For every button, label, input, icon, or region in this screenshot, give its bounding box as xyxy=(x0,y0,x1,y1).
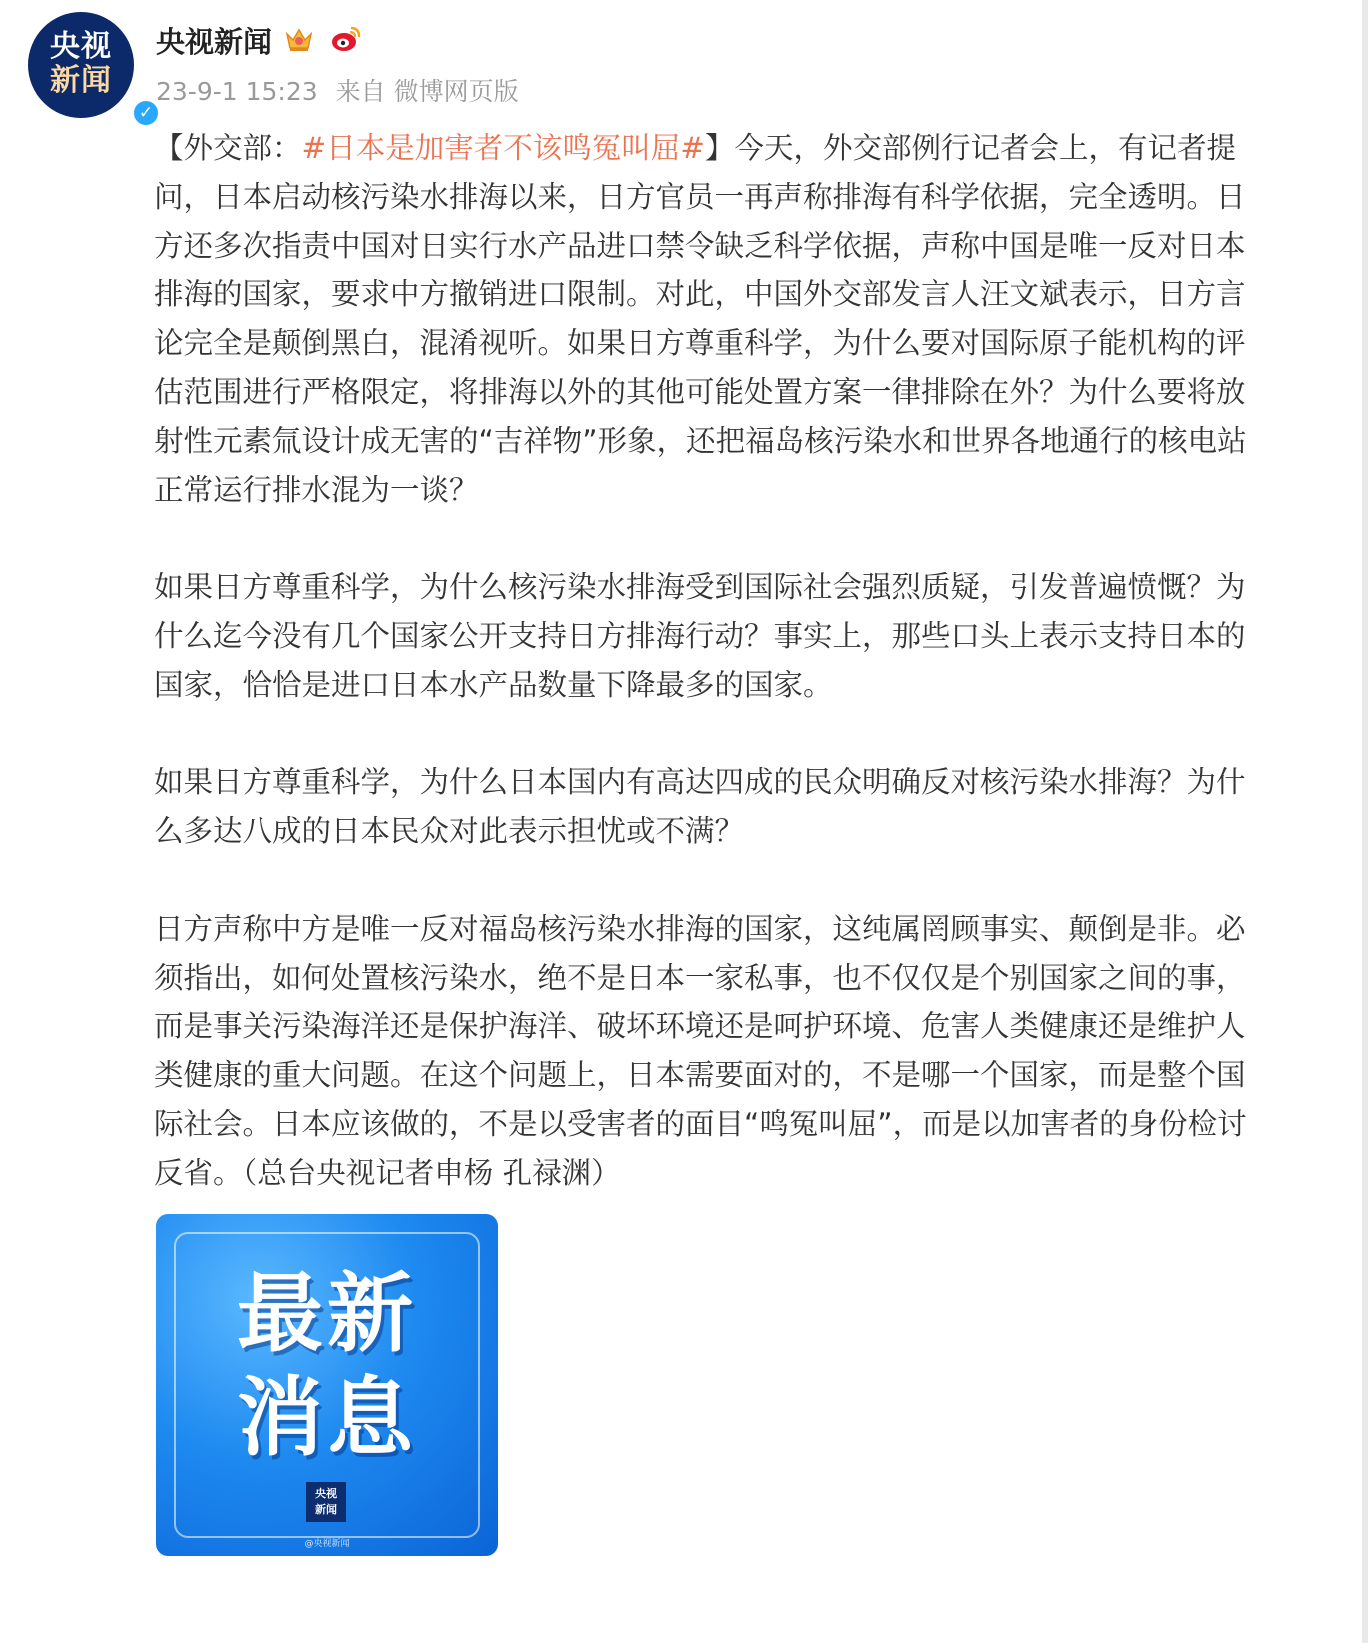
image-headline-line1: 最新 xyxy=(237,1264,417,1364)
post-timestamp[interactable]: 23-9-1 15:23 xyxy=(156,77,318,106)
avatar-text-line1: 央视 xyxy=(50,29,112,64)
post-body xyxy=(154,124,1258,1198)
post-meta xyxy=(156,72,519,108)
topic-link[interactable]: #日本是加害者不该鸣冤叫屈# xyxy=(301,131,705,165)
post-paragraph-1 xyxy=(154,124,1258,514)
image-logo-line2: 新闻 xyxy=(315,1503,337,1516)
image-watermark: @央视新闻 xyxy=(304,1539,350,1549)
source-prefix: 来自 xyxy=(335,77,386,106)
post-source[interactable]: 微博网页版 xyxy=(393,77,519,106)
post-p1-prefix: 【外交部： xyxy=(154,131,302,165)
post-image[interactable] xyxy=(156,1214,498,1556)
verified-icon: ✓ xyxy=(131,98,161,128)
image-logo-line1: 央视 xyxy=(315,1487,337,1500)
image-headline-line2: 消息 xyxy=(237,1368,417,1468)
avatar-text-line2: 新闻 xyxy=(50,63,112,98)
post-paragraph-4: 日方声称中方是唯一反对福岛核污染水排海的国家，这纯属罔顾事实、颠倒是非。必须指出，如何处置核污染水，绝不是日本一家私事，也不仅仅是个别国家之间的事，而是事关污染海洋还是保护海洋、破坏环境还是呵护环境、危害人类健康还是维护人类健康的重大问题。在这个问题上，日本需要面对的，不是哪一个国家，而是整个国际社会。日本应该做的，不是以受害者的面目“鸣冤叫屈”，而是以加害者的身份检讨反省。（总台央视记者申杨 孔禄渊） xyxy=(154,911,1247,1190)
author-name[interactable]: 央视新闻 xyxy=(156,25,273,59)
crown-icon[interactable] xyxy=(284,25,314,53)
avatar-logo xyxy=(28,12,134,118)
weibo-badge-icon[interactable] xyxy=(330,24,362,54)
image-logo xyxy=(306,1482,346,1522)
post-p1-rest: 】今天，外交部例行记者会上，有记者提问，日本启动核污染水排海以来，日方官员一再声称排海有科学依据，完全透明。日方还多次指责中国对日实行水产品进口禁令缺乏科学依据，声称中国是唯一反对日本排海的国家，要求中方撤销进口限制。对此，中国外交部发言人汪文斌表示，日方言论完全是颠倒黑白，混淆视听。如果日方尊重科学，为什么要对国际原子能机构的评估范围进行严格限定，将排海以外的其他可能处置方案一律排除在外？为什么要将放射性元素氚设计成无害的“吉祥物”形象，还把福岛核污染水和世界各地通行的核电站正常运行排水混为一谈？ xyxy=(154,131,1247,507)
post-paragraph-3: 如果日方尊重科学，为什么日本国内有高达四成的民众明确反对核污染水排海？为什么多达八成的日本民众对此表示担忧或不满？ xyxy=(154,765,1246,849)
scrollbar-track xyxy=(1362,0,1368,1643)
post-paragraph-2: 如果日方尊重科学，为什么核污染水排海受到国际社会强烈质疑，引发普遍愤慨？为什么迄今没有几个国家公开支持日方排海行动？事实上，那些口头上表示支持日本的国家，恰恰是进口日本水产品数量下降最多的国家。 xyxy=(154,570,1246,702)
avatar[interactable] xyxy=(28,12,154,123)
